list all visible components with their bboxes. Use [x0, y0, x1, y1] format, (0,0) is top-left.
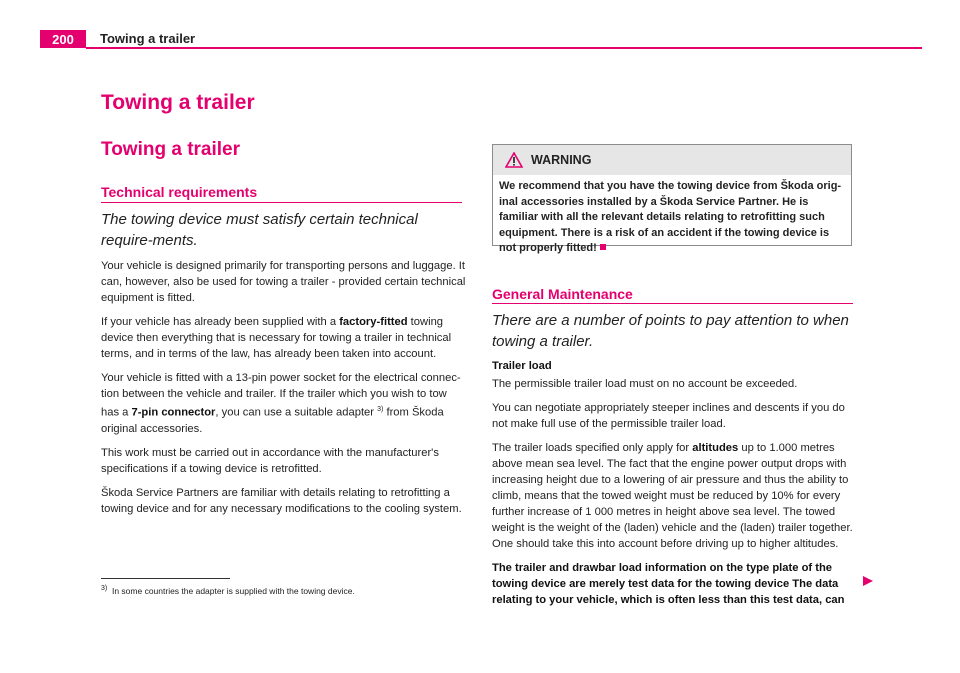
left-paragraph-5: Škoda Service Partners are familiar with details relating to retrofitting a towing device and for any necessary modifications to the cooling system.	[101, 486, 462, 515]
subheading-rule	[101, 202, 462, 203]
left-paragraph-3: Your vehicle is fitted with a 13-pin power socket for the electrical connec-tion between the vehicle and trailer. If the trailer which you wish to tow has a 7-pin connector, you can use a suitable adapter $^{3)}$ from Škoda original accessories.	[101, 372, 461, 435]
running-title: Towing a trailer	[100, 31, 196, 46]
left-paragraph-2: If your vehicle has already been supplied with a factory-fitted towing device then everything that is necessary for towing a trailer in technical terms, and in terms of the law, has already been taken into account.	[101, 316, 452, 360]
page-number: 200	[52, 31, 74, 47]
header-rule	[86, 47, 922, 49]
warning-title: WARNING	[531, 153, 592, 167]
right-paragraph-1: The permissible trailer load must on no account be exceeded.	[492, 378, 798, 390]
left-body	[101, 258, 467, 525]
left-paragraph-1: Your vehicle is designed primarily for transporting persons and luggage. It can, however, also be used for towing a trailer - provided certain technical equipment is fitted.	[101, 260, 466, 304]
left-lead-text: The towing device must satisfy certain technical require-ments.	[101, 211, 418, 249]
chapter-title: Towing a trailer	[101, 91, 255, 114]
right-paragraph-3: The trailer loads specified only apply for altitudes up to 1.000 metres above mean sea level. The fact that the engine power output drops with increasing height due to a lowering of air pressure and thus the ability to climb, means that the towed weight must be reduced by 10% for every further increase of 1 000 metres in height above sea level. The towed weight is the weight of the (laden) vehicle and the (laden) trailer together. One should take this into account before driving up to higher altitudes.	[492, 442, 853, 550]
left-paragraph-4: This work must be carried out in accordance with the manufacturer's specifications if a towing device is retrofitted.	[101, 446, 439, 475]
page-number-box	[40, 30, 86, 48]
end-marker-icon	[600, 244, 606, 250]
section-title: Towing a trailer	[101, 139, 241, 160]
footnote	[101, 585, 355, 596]
continue-arrow-icon	[862, 575, 874, 587]
right-lead-text: There are a number of points to pay attention to when towing a trailer.	[492, 312, 849, 350]
subheading-technical-requirements: Technical requirements	[101, 184, 258, 200]
warning-text: We recommend that you have the towing device from Škoda orig-inal accessories installed by a Škoda Service Partner. He is familiar with all the relevant details relating to retrofitting such equipment. There is a risk of an accident if the towing device is not properly fitted!	[499, 180, 842, 254]
trailer-load-heading: Trailer load	[492, 360, 552, 372]
subheading-general-maintenance: General Maintenance	[492, 286, 633, 302]
right-paragraph-2: You can negotiate appropriately steeper inclines and descents if you do not make full use of the permissible trailer load.	[492, 402, 845, 430]
right-paragraph-4: The trailer and drawbar load information on the type plate of the towing device are merely test data for the towing device The data relating to your vehicle, which is often less than this test data, can	[492, 562, 845, 606]
warning-box	[492, 144, 852, 254]
warning-triangle-icon	[505, 152, 523, 168]
warning-header	[493, 145, 851, 175]
footnote-rule	[101, 578, 230, 579]
footnote-marker: 3)	[101, 585, 108, 592]
footnote-ref: 3)	[377, 406, 384, 413]
subheading-rule	[492, 303, 853, 304]
footnote-text: In some countries the adapter is supplied with the towing device.	[111, 585, 355, 596]
right-body	[492, 358, 858, 616]
